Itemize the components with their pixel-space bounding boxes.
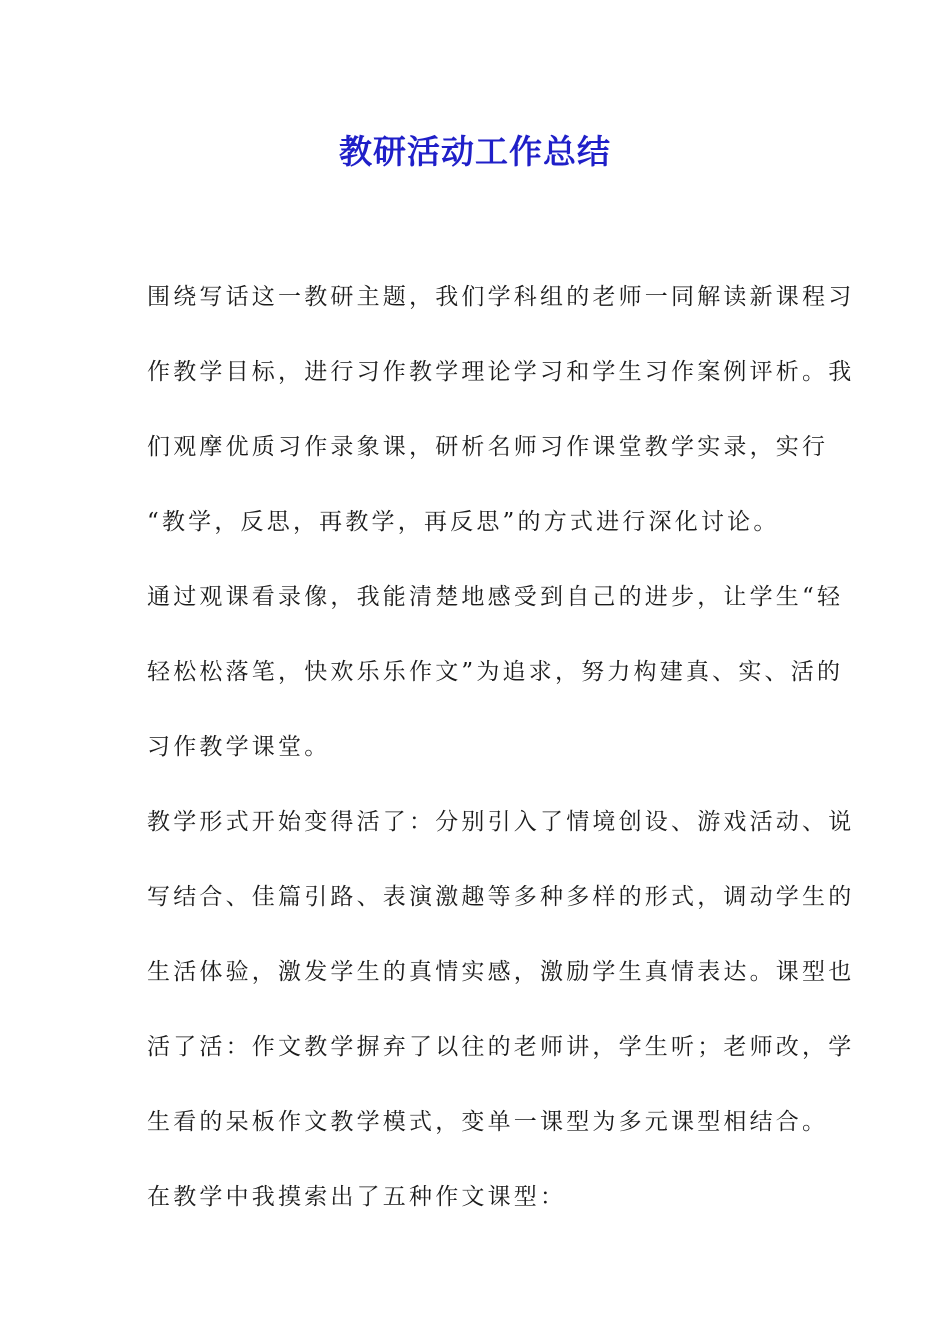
document-title: 教研活动工作总结	[339, 132, 611, 171]
text-line: 们观摩优质习作录象课，研析名师习作课堂教学实录，实行	[147, 434, 829, 460]
paragraph-1	[147, 260, 855, 560]
text-line: 轻松松落笔，快欢乐乐作文”为追求，努力构建真、实、活的	[147, 659, 844, 685]
text-line: 通过观课看录像，我能清楚地感受到自己的进步，让学生“轻	[147, 584, 844, 610]
paragraph-4	[147, 1160, 807, 1235]
text-line: 生活体验，激发学生的真情实感，激励学生真情表达。课型也	[147, 959, 855, 985]
text-line: 习作教学课堂。	[147, 734, 331, 760]
text-line: 活了活：作文教学摒弃了以往的老师讲，学生听；老师改，学	[147, 1034, 855, 1060]
text-line: 在教学中我摸索出了五种作文课型：	[147, 1184, 567, 1210]
text-line: 写结合、佳篇引路、表演激趣等多种多样的形式，调动学生的	[147, 884, 855, 910]
paragraph-3	[147, 785, 855, 1160]
text-line: 围绕写话这一教研主题，我们学科组的老师一同解读新课程习	[147, 284, 855, 310]
paragraph-2	[147, 560, 844, 785]
text-line: 生看的呆板作文教学模式，变单一课型为多元课型相结合。	[147, 1109, 829, 1135]
text-line: 作教学目标，进行习作教学理论学习和学生习作案例评析。我	[147, 359, 855, 385]
text-line: “教学，反思，再教学，再反思”的方式进行深化讨论。	[147, 509, 780, 535]
document-body	[147, 260, 855, 1235]
text-line: 教学形式开始变得活了：分别引入了情境创设、游戏活动、说	[147, 809, 855, 835]
